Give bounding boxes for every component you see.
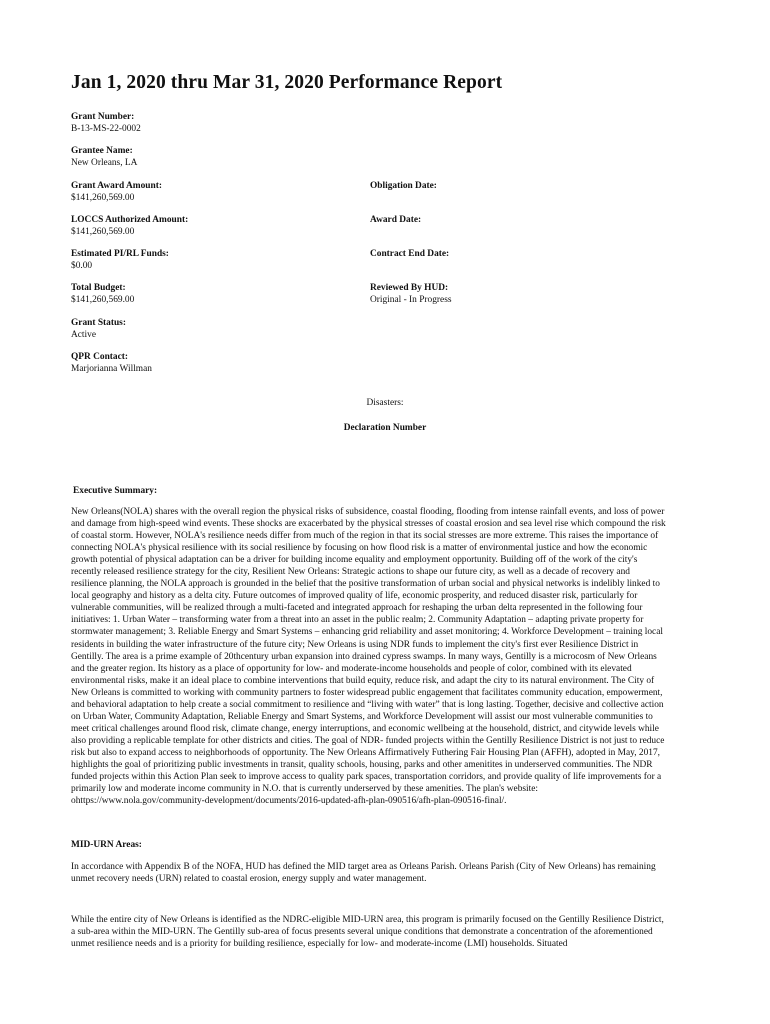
grant-status-label: Grant Status: <box>71 318 126 328</box>
grantee-name-field <box>71 145 137 169</box>
disasters-label: Disasters: <box>366 398 404 408</box>
obligation-date-field <box>370 180 437 192</box>
total-budget-label: Total Budget: <box>71 283 126 293</box>
grant-award-amount-value: $141,260,569.00 <box>71 193 135 203</box>
qpr-contact-field <box>71 351 152 375</box>
award-date-field <box>370 214 421 226</box>
grant-award-amount-label: Grant Award Amount: <box>71 181 162 191</box>
estimated-pi-rl-funds-label: Estimated PI/RL Funds: <box>71 249 169 259</box>
total-budget-field <box>71 282 134 306</box>
contract-end-date-label: Contract End Date: <box>370 249 450 259</box>
loccs-authorized-amount-field <box>71 214 188 238</box>
report-title: Jan 1, 2020 thru Mar 31, 2020 Performance Report <box>71 72 503 93</box>
qpr-contact-label: QPR Contact: <box>71 352 129 362</box>
estimated-pi-rl-funds-value: $0.00 <box>71 261 93 271</box>
reviewed-by-hud-label: Reviewed By HUD: <box>370 283 449 293</box>
grant-status-value: Active <box>71 330 96 340</box>
award-date-label: Award Date: <box>370 215 422 225</box>
grantee-name-label: Grantee Name: <box>71 146 133 156</box>
executive-summary-text: New Orleans(NOLA) shares with the overall region the physical risks of subsidence, coastal flooding, flooding from intense rainfall events, and loss of power and damage from high-speed wind events. These shocks are exacerbated by the physical stresses of coastal erosion and sea level rise which compound the risk of coastal storm. However, NOLA's resilience needs differ from much of the region in that its social stresses are more extreme. This raises the importance of connecting NOLA's physical resilience with its social resilience by focusing on how flood risk is a matter of environmental justice and how the economic growth potential of physical adaptation can be a driver for building income equality and employment opportunity. Building off of the work of the city's recently released resilience strategy for the city, Resilient New Orleans: Strategic actions to shape our future city, as well as a decade of recovery and resilience planning, the NOLA approach is grounded in the belief that the positive transformation of urban social and physical networks is indelibly linked to local geography and history as a delta city. Future outcomes of improved quality of life, economic prosperity, and reduced disaster risk, particularly for vulnerable communities, will be realized through a multi-faceted and integrated approach for reshaping the urban delta represented in the following four initiatives: 1. Urban Water – transforming water from a threat into an asset in the public realm; 2. Community Adaptation – adapting private property for stormwater management; 3. Reliable Energy and Smart Systems – enhancing grid reliability and asset monitoring; 4. Workforce Development – training local residents in building the water infrastructure of the future city; New Orleans is using NDR funds to implement the city's first ever Resilience District in Gentilly. The area is a prime example of 20thcentury urban expansion into drained cypress swamps. In many ways, Gentilly is a microcosm of New Orleans and the greater region. Its history as a place of opportunity for low- and moderate-income households and people of color, combined with its elevated environmental risks, make it an ideal place to combine interventions that build equity, reduce risk, and adapt the city to its natural environment. The City of New Orleans is committed to working with community partners to foster widespread public engagement that facilitates community education, empowerment, and behavioral adaptation to help create a social commitment to resilience and “living with water” that is long lasting. Together, decisive and collective action on Urban Water, Community Adaptation, Reliable Energy and Smart Systems, and Workforce Development will assist our most vulnerable communities to meet critical challenges around flood risk, climate change, energy interruptions, and economic wellbeing at the household, district, and citywide levels while also providing a replicable template for other districts and cities. The goal of NDR- funded projects within the Gentilly Resilience District is not just to reduce risk but also to expand access to neighborhoods of opportunity. The New Orleans Affirmatively Futhering Fair Housing Plan (AFFH), adopted in May, 2017, highlights the goal of prioritizing public investments in transit, quality schools, housing, parks and other amenitites in underserved communities. The NDR funded projects within this Action Plan seek to improve access to quality park spaces, transportation corridors, and provide quality of life improvements for a primarily low and moderate income community in N.O. that is currently underserved by these amenities. The plan's website: ohttps://www.nola.gov/community-development/documents/2016-updated-afh-plan-090516/afh-plan-090516-final/. <box>71 507 666 807</box>
obligation-date-label: Obligation Date: <box>370 181 437 191</box>
declaration-number-header: Declaration Number <box>343 423 427 433</box>
reviewed-by-hud-field <box>370 282 452 306</box>
grant-status-field <box>71 317 126 341</box>
grant-award-amount-field <box>71 180 162 204</box>
grant-number-value: B-13-MS-22-0002 <box>71 124 141 134</box>
reviewed-by-hud-value: Original - In Progress <box>370 295 452 305</box>
total-budget-value: $141,260,569.00 <box>71 295 135 305</box>
grant-number-field <box>71 111 141 135</box>
qpr-contact-value: Marjorianna Willman <box>71 364 152 374</box>
estimated-pi-rl-funds-field <box>71 248 169 272</box>
loccs-authorized-amount-label: LOCCS Authorized Amount: <box>71 215 189 225</box>
mid-urn-paragraph-2: While the entire city of New Orleans is identified as the NDRC-eligible MID-URN area, this program is primarily focused on the Gentilly Resilience District, a sub-area within the MID-URN. The Gentilly sub-area of focus presents several unique conditions that demonstrate a concentration of the aforementioned unmet resilience needs and is a priority for building resilience, especially for low- and moderate-income (LMI) households. Situated <box>71 915 664 950</box>
grantee-name-value: New Orleans, LA <box>71 158 138 168</box>
grant-number-label: Grant Number: <box>71 112 135 122</box>
contract-end-date-field <box>370 248 449 260</box>
executive-summary-heading: Executive Summary: <box>73 486 158 496</box>
mid-urn-heading: MID-URN Areas: <box>71 840 142 850</box>
loccs-authorized-amount-value: $141,260,569.00 <box>71 227 135 237</box>
mid-urn-paragraph-1: In accordance with Appendix B of the NOFA, HUD has defined the MID target area as Orleans Parish. Orleans Parish (City of New Orleans) has remaining unmet recovery needs (URN) related to coastal erosion, energy supply and water management. <box>71 862 656 885</box>
